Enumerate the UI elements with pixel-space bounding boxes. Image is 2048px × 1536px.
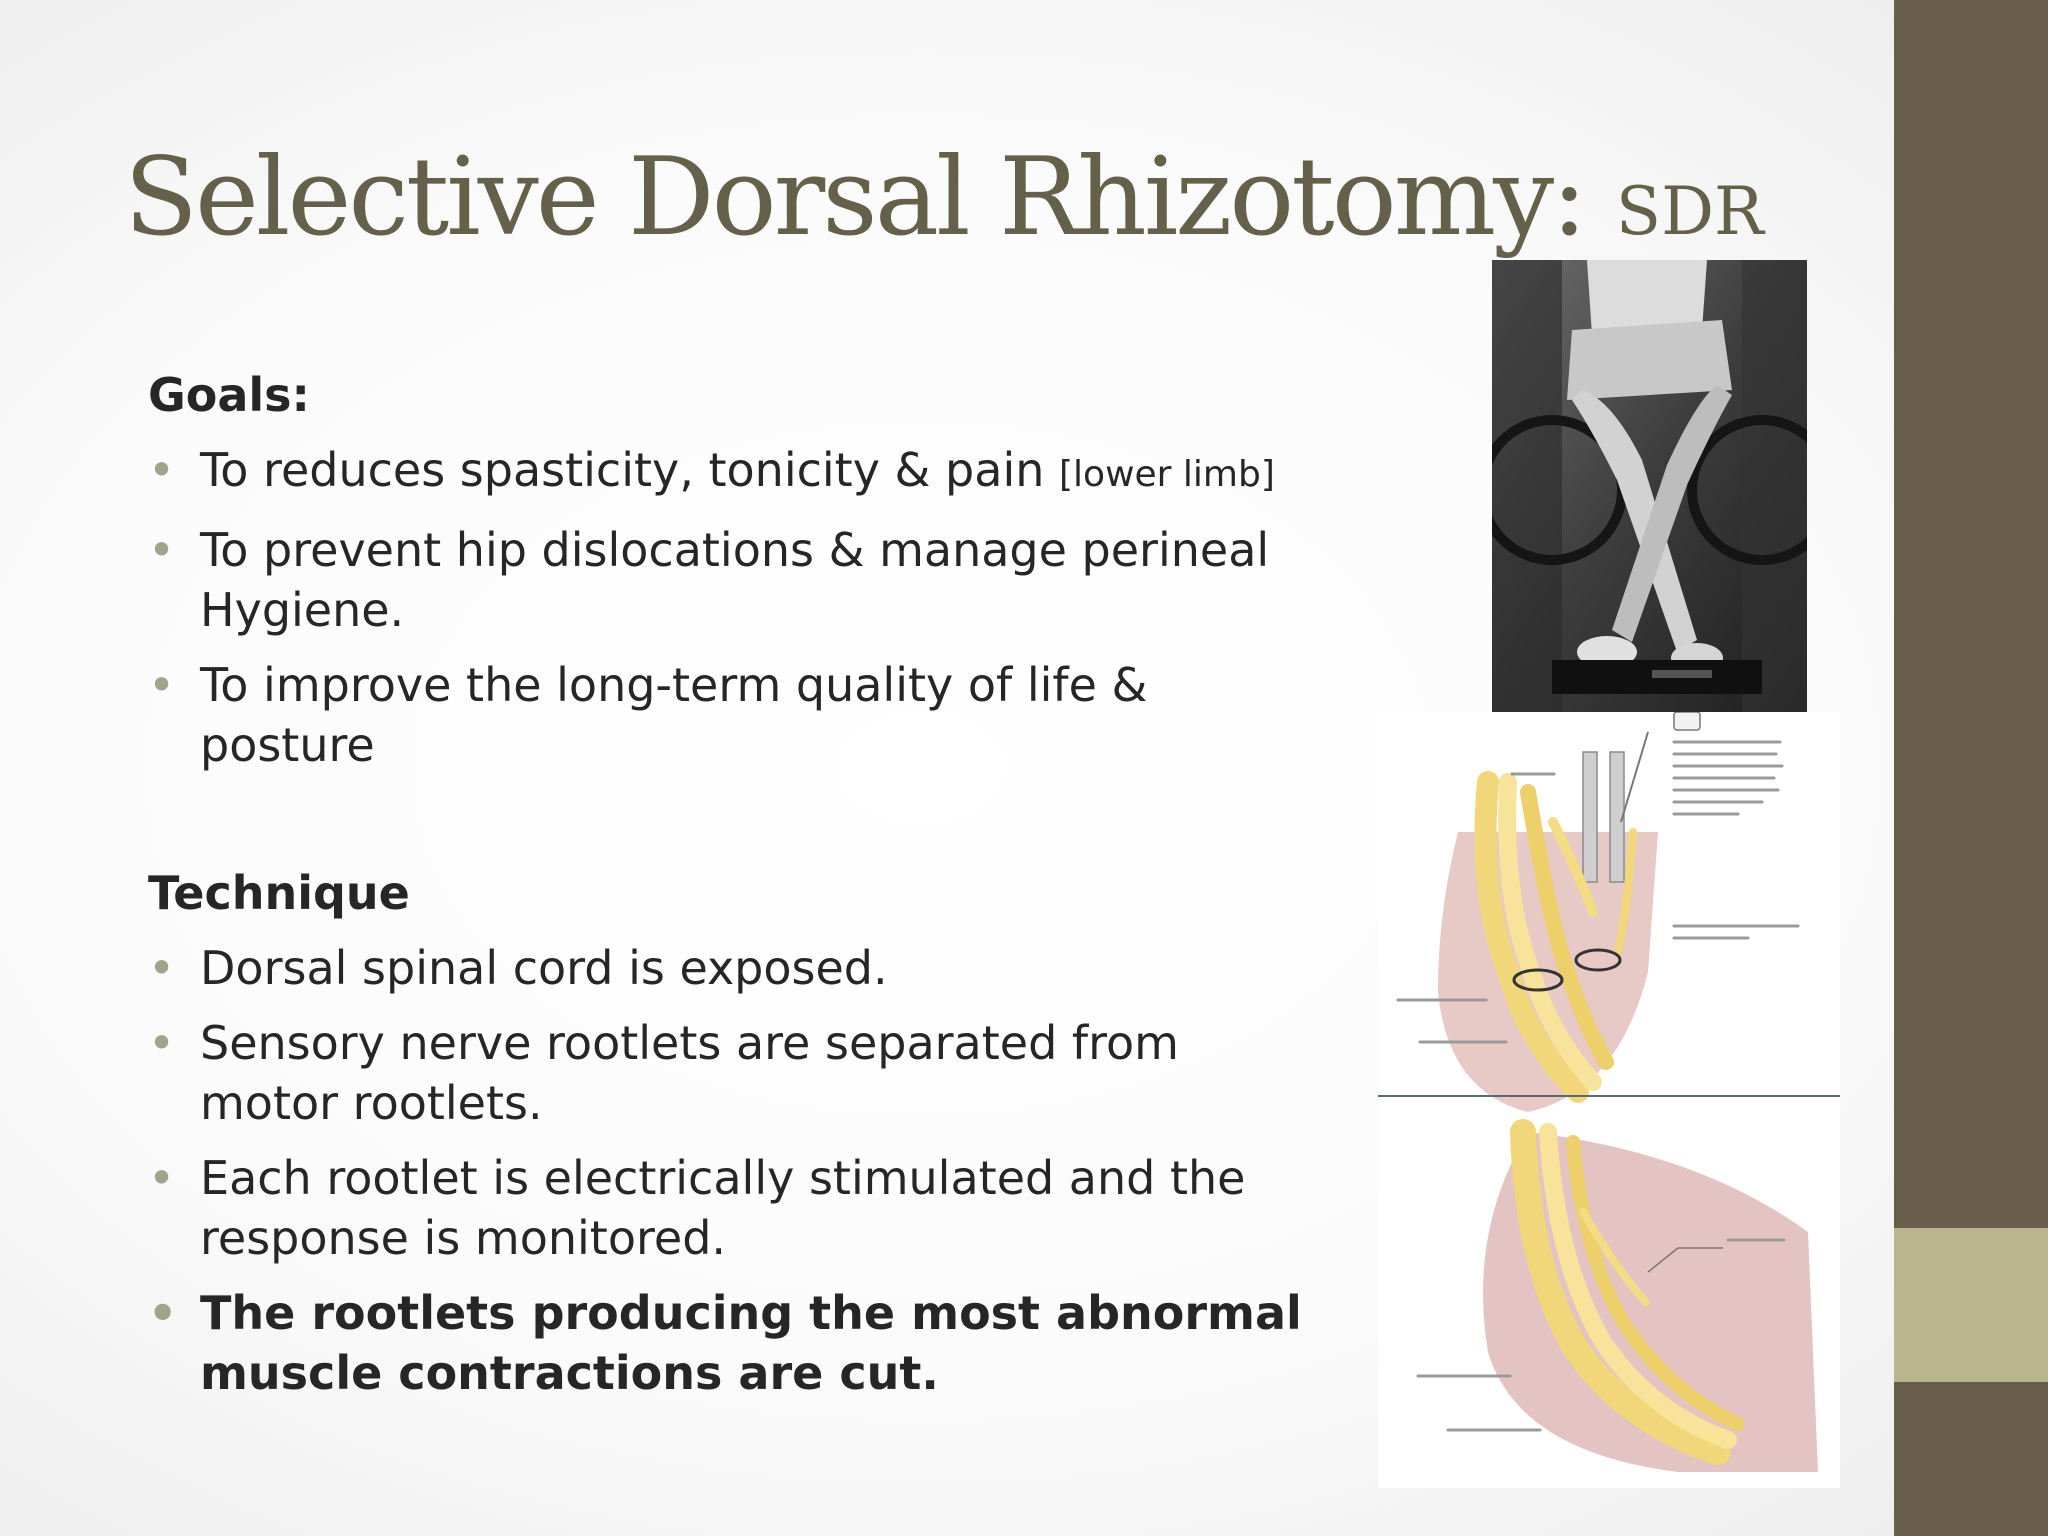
goals-heading: Goals: xyxy=(148,368,310,422)
technique-item xyxy=(148,1013,1328,1133)
goal-item-text: To improve the long-term quality of life & posture xyxy=(200,658,1148,772)
goal-item-text: To reduces spasticity, tonicity & pain xyxy=(200,443,1045,497)
goal-item-note: [lower limb] xyxy=(1059,454,1275,495)
right-band-accent xyxy=(1894,1228,2048,1382)
technique-item-text: Each rootlet is electrically stimulated and the response is monitored. xyxy=(200,1151,1246,1265)
slide-title xyxy=(124,128,1764,282)
technique-heading: Technique xyxy=(148,866,410,920)
goal-item xyxy=(148,520,1328,640)
goal-item xyxy=(148,440,1328,505)
technique-item xyxy=(148,1148,1328,1268)
technique-list xyxy=(148,938,1328,1418)
slide-title-suffix: SDR xyxy=(1615,173,1764,250)
goal-item xyxy=(148,655,1328,775)
wheelchair-photo xyxy=(1492,260,1807,712)
slide-title-main: Selective Dorsal Rhizotomy: xyxy=(124,135,1585,260)
technique-item xyxy=(148,1283,1328,1403)
technique-item-text: Dorsal spinal cord is exposed. xyxy=(200,941,888,995)
technique-item xyxy=(148,938,1328,998)
technique-item-text: The rootlets producing the most abnormal muscle contractions are cut. xyxy=(200,1286,1302,1400)
goals-list xyxy=(148,440,1328,790)
technique-item-text: Sensory nerve rootlets are separated from motor rootlets. xyxy=(200,1016,1179,1130)
rootlet-diagram xyxy=(1378,712,1840,1488)
goal-item-text: To prevent hip dislocations & manage perineal Hygiene. xyxy=(200,523,1270,637)
